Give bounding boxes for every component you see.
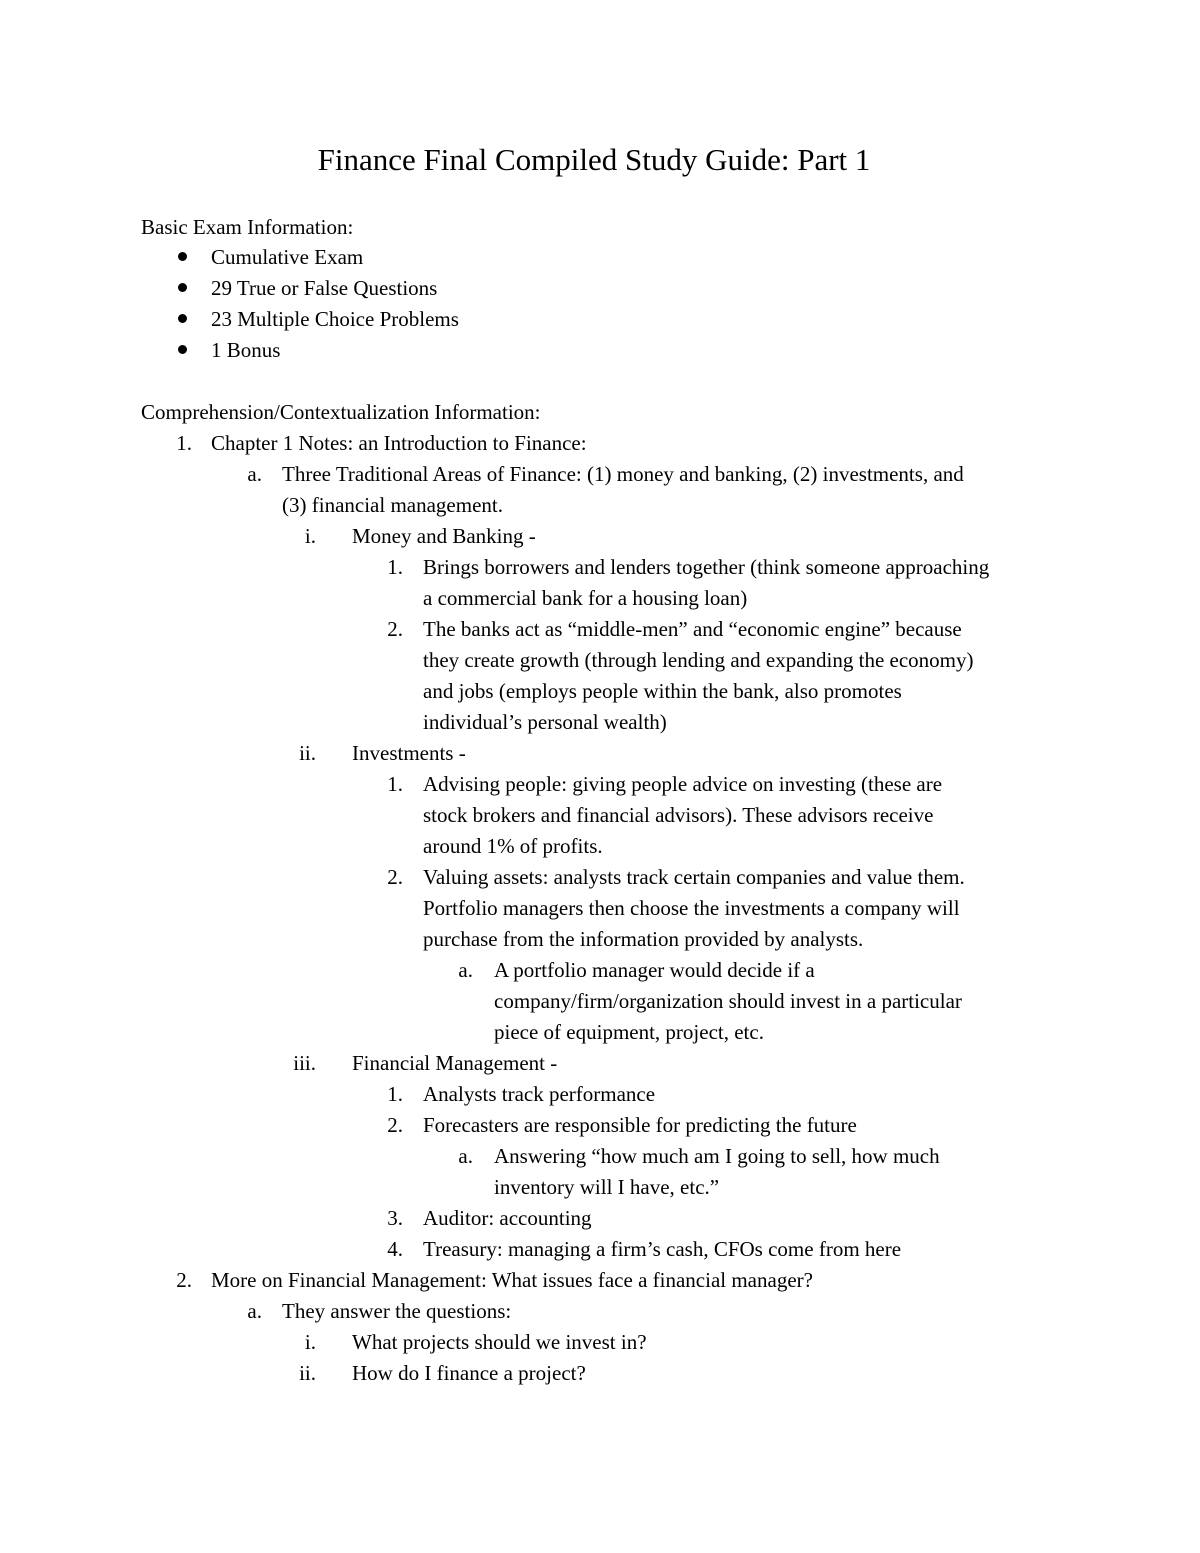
list-marker: i.	[304, 1330, 316, 1354]
list-marker: 3.	[387, 1206, 403, 1230]
section-money-banking: Money and Banking -	[352, 524, 536, 548]
list-marker: 2.	[387, 865, 403, 889]
section-investments: Investments -	[352, 741, 466, 765]
list-item-text: The banks act as “middle-men” and “economic engine” because	[423, 617, 962, 641]
basic-item: 1 Bonus	[211, 338, 281, 362]
basic-item: 29 True or False Questions	[211, 276, 438, 300]
list-item-text: and jobs (employs people within the bank, also promotes	[423, 679, 902, 703]
list-item-text: (3) financial management.	[282, 493, 503, 517]
list-item-text: Analysts track performance	[423, 1082, 656, 1106]
list-marker: 1.	[387, 1082, 403, 1106]
list-marker: 1.	[387, 555, 403, 579]
list-item-text: Brings borrowers and lenders together (think someone approaching	[423, 555, 990, 579]
list-marker: a.	[458, 1144, 473, 1168]
section-financial-management: Financial Management -	[352, 1051, 558, 1075]
list-item-text: They answer the questions:	[282, 1299, 512, 1323]
bullet-icon	[178, 314, 187, 323]
bullet-icon	[178, 252, 187, 261]
list-marker: a.	[247, 1299, 262, 1323]
bullet-icon	[178, 283, 187, 292]
list-marker: a.	[247, 462, 262, 486]
list-marker: a.	[458, 958, 473, 982]
list-item-text: inventory will I have, etc.”	[494, 1175, 720, 1199]
list-item-text: Answering “how much am I going to sell, how much	[494, 1144, 940, 1168]
list-item-text: How do I finance a project?	[352, 1361, 586, 1385]
list-item-text: around 1% of profits.	[423, 834, 603, 858]
list-marker: 1.	[176, 431, 192, 455]
list-item-text: A portfolio manager would decide if a	[494, 958, 815, 982]
list-item-text: stock brokers and financial advisors). These advisors receive	[423, 803, 934, 827]
list-item-text: they create growth (through lending and expanding the economy)	[423, 648, 974, 672]
basic-item: 23 Multiple Choice Problems	[211, 307, 459, 331]
page-title: Finance Final Compiled Study Guide: Part 1	[317, 142, 871, 177]
list-item-text: piece of equipment, project, etc.	[494, 1020, 764, 1044]
basic-item: Cumulative Exam	[211, 245, 364, 269]
list-marker: ii.	[299, 1361, 316, 1385]
list-item-text: a commercial bank for a housing loan)	[423, 586, 748, 610]
comp-heading: Comprehension/Contextualization Information:	[141, 400, 541, 424]
list-item-text: Auditor: accounting	[423, 1206, 592, 1230]
list-item-text: Advising people: giving people advice on investing (these are	[423, 772, 943, 796]
list-item-text: Portfolio managers then choose the investments a company will	[423, 896, 960, 920]
list-item-text: Treasury: managing a firm’s cash, CFOs come from here	[423, 1237, 902, 1261]
list-marker: ii.	[299, 741, 316, 765]
chapter1-heading: Chapter 1 Notes: an Introduction to Finance:	[211, 431, 587, 455]
list-marker: i.	[304, 524, 316, 548]
list-item-text: company/firm/organization should invest in a particular	[494, 989, 962, 1013]
list-item-text: What projects should we invest in?	[352, 1330, 647, 1354]
list-marker: 2.	[387, 617, 403, 641]
list-item-text: Forecasters are responsible for predicting the future	[423, 1113, 857, 1137]
list-marker: iii.	[293, 1051, 316, 1075]
list-item-text: purchase from the information provided by analysts.	[423, 927, 864, 951]
list-item-text: Three Traditional Areas of Finance: (1) money and banking, (2) investments, and	[282, 462, 964, 486]
basic-heading: Basic Exam Information:	[141, 215, 354, 239]
list-marker: 2.	[176, 1268, 192, 1292]
list-marker: 2.	[387, 1113, 403, 1137]
chapter2-heading: More on Financial Management: What issues face a financial manager?	[211, 1268, 813, 1292]
list-marker: 1.	[387, 772, 403, 796]
list-item-text: individual’s personal wealth)	[423, 710, 667, 734]
bullet-icon	[178, 345, 187, 354]
list-item-text: Valuing assets: analysts track certain companies and value them.	[423, 865, 965, 889]
list-marker: 4.	[387, 1237, 403, 1261]
